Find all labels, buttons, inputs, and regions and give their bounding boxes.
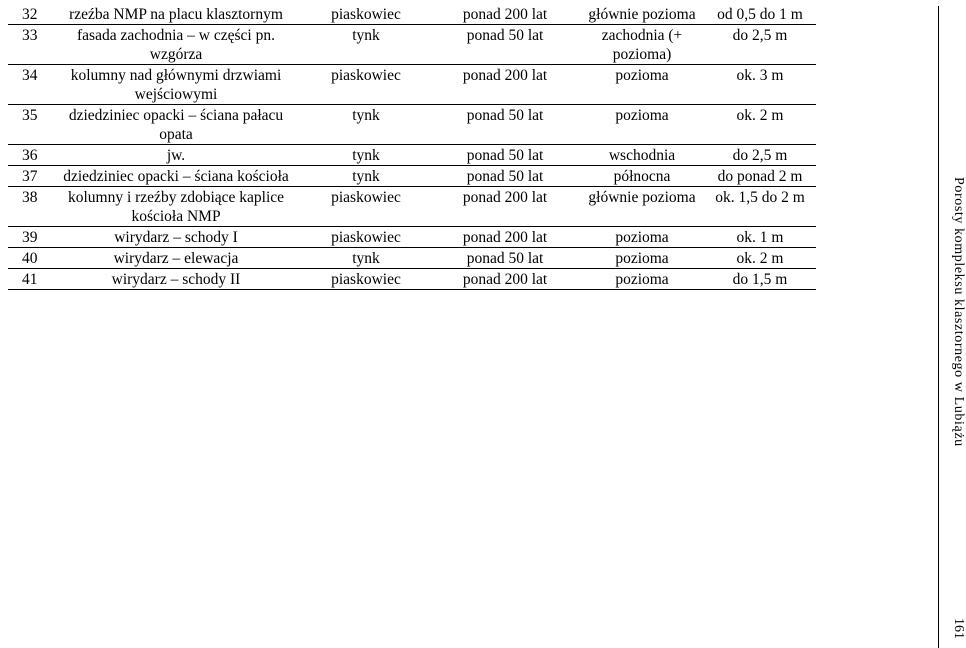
running-title: Porosty kompleksu klasztornego w Lubiążu <box>951 177 966 447</box>
location-cell: wirydarz – schody II <box>50 269 302 290</box>
age-cell: ponad 200 lat <box>430 4 580 25</box>
row-number: 37 <box>8 166 50 187</box>
exposure-cell: pozioma <box>580 269 704 290</box>
age-cell: ponad 200 lat <box>430 227 580 248</box>
material-cell: piaskowiec <box>302 269 430 290</box>
exposure-cell: pozioma <box>580 227 704 248</box>
height-cell: od 0,5 do 1 m <box>704 4 816 25</box>
material-cell: piaskowiec <box>302 187 430 227</box>
exposure-cell: głównie pozioma <box>580 4 704 25</box>
age-cell: ponad 50 lat <box>430 145 580 166</box>
material-cell: tynk <box>302 248 430 269</box>
exposure-cell: wschodnia <box>580 145 704 166</box>
table-row <box>8 65 816 105</box>
location-cell: wirydarz – schody I <box>50 227 302 248</box>
row-number: 40 <box>8 248 50 269</box>
row-number: 34 <box>8 65 50 105</box>
exposure-cell: pozioma <box>580 248 704 269</box>
age-cell: ponad 50 lat <box>430 25 580 65</box>
page-number: 161 <box>951 618 966 639</box>
exposure-cell: głównie pozioma <box>580 187 704 227</box>
row-number: 36 <box>8 145 50 166</box>
age-cell: ponad 200 lat <box>430 269 580 290</box>
location-cell: jw. <box>50 145 302 166</box>
location-cell: fasada zachodnia – w części pn. wzgórza <box>50 25 302 65</box>
material-cell: piaskowiec <box>302 4 430 25</box>
height-cell: do 1,5 m <box>704 269 816 290</box>
table-row <box>8 4 816 25</box>
table-row <box>8 187 816 227</box>
table-row <box>8 105 816 145</box>
height-cell: do 2,5 m <box>704 25 816 65</box>
location-cell: kolumny i rzeźby zdobiące kaplice kościoła NMP <box>50 187 302 227</box>
table-body <box>8 4 816 290</box>
material-cell: tynk <box>302 145 430 166</box>
margin-rule <box>938 6 939 648</box>
lichen-sites-table <box>8 4 816 290</box>
age-cell: ponad 50 lat <box>430 105 580 145</box>
material-cell: piaskowiec <box>302 227 430 248</box>
location-cell: wirydarz – elewacja <box>50 248 302 269</box>
table-row <box>8 166 816 187</box>
table-row <box>8 269 816 290</box>
location-cell: rzeźba NMP na placu klasztornym <box>50 4 302 25</box>
row-number: 41 <box>8 269 50 290</box>
age-cell: ponad 200 lat <box>430 65 580 105</box>
row-number: 32 <box>8 4 50 25</box>
age-cell: ponad 50 lat <box>430 166 580 187</box>
table-row <box>8 145 816 166</box>
height-cell: ok. 2 m <box>704 105 816 145</box>
exposure-cell: pozioma <box>580 65 704 105</box>
table-row <box>8 25 816 65</box>
exposure-cell: północna <box>580 166 704 187</box>
location-cell: kolumny nad głównymi drzwiami wejściowymi <box>50 65 302 105</box>
height-cell: do ponad 2 m <box>704 166 816 187</box>
material-cell: piaskowiec <box>302 65 430 105</box>
material-cell: tynk <box>302 166 430 187</box>
exposure-cell: pozioma <box>580 105 704 145</box>
height-cell: ok. 1,5 do 2 m <box>704 187 816 227</box>
material-cell: tynk <box>302 25 430 65</box>
location-cell: dziedziniec opacki – ściana pałacu opata <box>50 105 302 145</box>
table-row <box>8 248 816 269</box>
exposure-cell: zachodnia (+ pozioma) <box>580 25 704 65</box>
location-cell: dziedziniec opacki – ściana kościoła <box>50 166 302 187</box>
row-number: 35 <box>8 105 50 145</box>
row-number: 38 <box>8 187 50 227</box>
age-cell: ponad 200 lat <box>430 187 580 227</box>
material-cell: tynk <box>302 105 430 145</box>
height-cell: ok. 3 m <box>704 65 816 105</box>
age-cell: ponad 50 lat <box>430 248 580 269</box>
height-cell: do 2,5 m <box>704 145 816 166</box>
table-row <box>8 227 816 248</box>
height-cell: ok. 2 m <box>704 248 816 269</box>
row-number: 39 <box>8 227 50 248</box>
row-number: 33 <box>8 25 50 65</box>
height-cell: ok. 1 m <box>704 227 816 248</box>
